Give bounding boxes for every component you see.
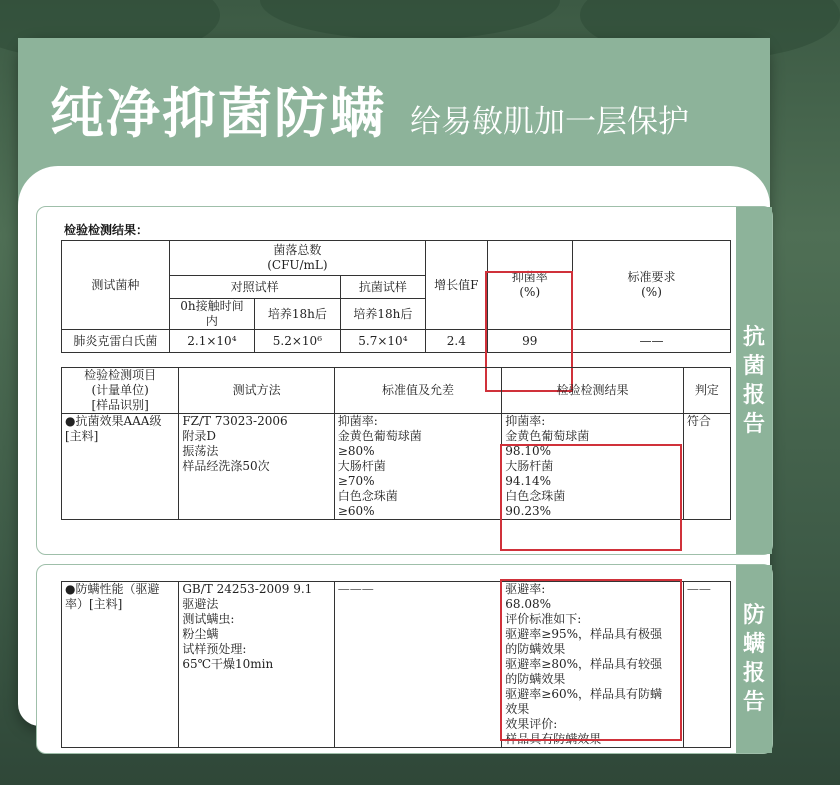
th-0h: 0h接触时间 内 bbox=[169, 299, 255, 330]
th-item: 检验检测项目 (计量单位) [样品识别] bbox=[62, 368, 179, 414]
subheadline: 给易敏肌加一层保护 bbox=[410, 104, 689, 140]
th-standard: 标准值及允差 bbox=[334, 368, 502, 414]
antibacterial-tab bbox=[736, 207, 772, 554]
th-strain: 测试菌种 bbox=[62, 241, 170, 330]
tab-char: 菌 bbox=[742, 353, 765, 379]
th-control: 对照试样 bbox=[169, 276, 340, 299]
cell-growth: 2.4 bbox=[426, 330, 487, 353]
th-rate: 抑菌率 (%) bbox=[487, 241, 573, 330]
inspection-table bbox=[61, 367, 731, 520]
tab-char: 报 bbox=[742, 382, 765, 408]
cell-standard: 抑菌率: 金黄色葡萄球菌 ≥80% 大肠杆菌 ≥70% 白色念珠菌 ≥60% bbox=[334, 414, 502, 520]
tab-char: 告 bbox=[742, 690, 765, 715]
tab-char: 告 bbox=[742, 411, 765, 437]
headline: 纯净抑菌防螨 bbox=[50, 82, 386, 145]
antimite-tab bbox=[736, 565, 772, 753]
th-std: 标准要求 (%) bbox=[573, 241, 731, 330]
tab-char: 螨 bbox=[742, 632, 765, 657]
th-method: 测试方法 bbox=[179, 368, 334, 414]
th-colony: 菌落总数 (CFU/mL) bbox=[169, 241, 426, 276]
cell-judge: 符合 bbox=[683, 414, 730, 520]
antimite-report-section bbox=[36, 564, 773, 754]
th-antibac-18h: 培养18h后 bbox=[340, 299, 426, 330]
cell-18h: 5.2×10⁶ bbox=[255, 330, 341, 353]
th-growth: 增长值F bbox=[426, 241, 487, 330]
antibacterial-report-section bbox=[36, 206, 773, 555]
cell-mite-item: ●防螨性能（驱避 率）[主料] bbox=[62, 582, 179, 748]
cell-rate: 99 bbox=[487, 330, 573, 353]
report-card bbox=[18, 38, 770, 746]
cell-mite-judge: —— bbox=[683, 582, 730, 748]
cell-0h: 2.1×10⁴ bbox=[169, 330, 255, 353]
th-18h: 培养18h后 bbox=[255, 299, 341, 330]
tab-char: 防 bbox=[742, 603, 765, 628]
th-antibac: 抗菌试样 bbox=[340, 276, 426, 299]
cell-mite-result: 驱避率: 68.08% 评价标准如下: 驱避率≥95%，样品具有极强 的防螨效果 驱避率≥80%，样品具有较强 的防螨效果 驱避率≥60%，样品具有防螨 效果 效果评价: 样品具有防螨效果 bbox=[502, 582, 684, 748]
cell-item: ●抗菌效果AAA级 [主料] bbox=[62, 414, 179, 520]
cell-method: FZ/T 73023-2006 附录D 振荡法 样品经洗涤50次 bbox=[179, 414, 334, 520]
cell-antibac-18h: 5.7×10⁴ bbox=[340, 330, 426, 353]
forest-background bbox=[260, 0, 560, 40]
colony-count-table bbox=[61, 240, 731, 353]
cell-mite-standard: ——— bbox=[334, 582, 502, 748]
cell-strain: 肺炎克雷白氏菌 bbox=[62, 330, 170, 353]
antimite-table bbox=[61, 581, 731, 748]
cell-result: 抑菌率: 金黄色葡萄球菌 98.10% 大肠杆菌 94.14% 白色念珠菌 90.23% bbox=[502, 414, 684, 520]
tab-char: 抗 bbox=[742, 324, 765, 350]
th-result: 检验检测结果 bbox=[502, 368, 684, 414]
doc-title: 检验检测结果： bbox=[64, 223, 149, 237]
cell-mite-method: GB/T 24253-2009 9.1 驱避法 测试螨虫: 粉尘螨 试样预处理: 65℃干燥10min bbox=[179, 582, 334, 748]
th-judge: 判定 bbox=[683, 368, 730, 414]
tab-char: 报 bbox=[742, 661, 765, 686]
cell-std: —— bbox=[573, 330, 731, 353]
